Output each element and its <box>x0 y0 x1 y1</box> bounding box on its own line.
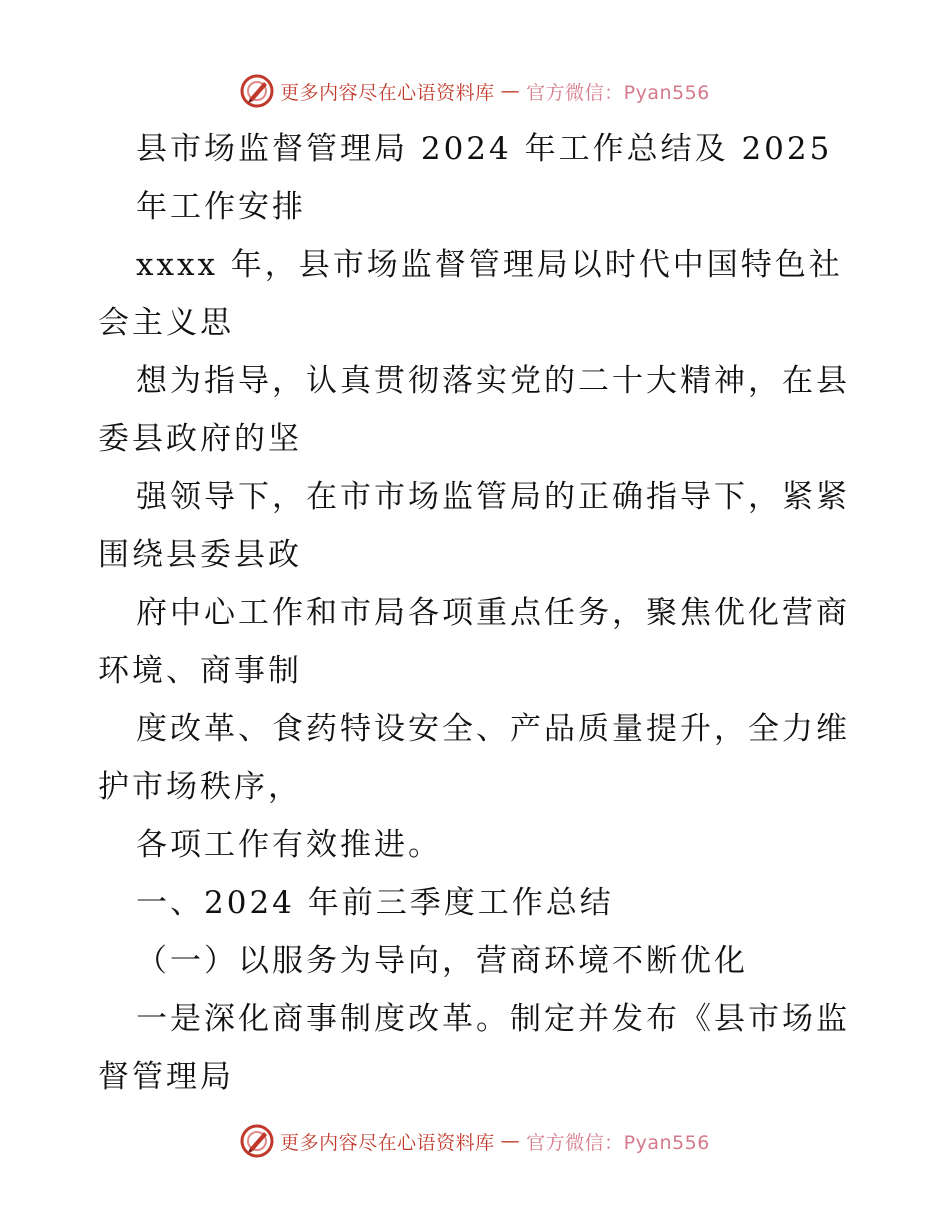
text-line: 一、2024 年前三季度工作总结 <box>136 885 614 921</box>
text-line: 围绕县委县政 <box>98 537 302 573</box>
text-line: （一）以服务为导向，营商环境不断优化 <box>136 943 748 979</box>
text-line: 府中心工作和市局各项重点任务，聚焦优化营商 <box>136 595 850 631</box>
text-line: 护市场秩序， <box>98 769 302 805</box>
text-line: 一是深化商事制度改革。制定并发布《县市场监 <box>136 1001 850 1037</box>
watermark-suffix: 官方微信：Pyan556 <box>526 1131 710 1154</box>
text-line: 想为指导，认真贯彻落实党的二十大精神，在县 <box>136 363 850 399</box>
watermark-header <box>0 74 950 108</box>
document-body <box>98 120 858 1106</box>
text-line: 环境、商事制 <box>98 653 302 689</box>
watermark-footer <box>0 1124 950 1158</box>
watermark-prefix: 更多内容尽在心语资料库 <box>280 1131 495 1154</box>
text-line: 会主义思 <box>98 305 234 341</box>
text-line: 强领导下，在市市场监管局的正确指导下，紧紧 <box>136 479 850 515</box>
text-line: 度改革、食药特设安全、产品质量提升，全力维 <box>136 711 850 747</box>
watermark-dash: — <box>500 80 521 102</box>
pen-logo-icon <box>240 1124 274 1158</box>
text-line: 县市场监督管理局 2024 年工作总结及 2025 <box>136 131 833 167</box>
watermark-dash: — <box>500 1130 521 1152</box>
watermark-suffix: 官方微信：Pyan556 <box>526 81 710 104</box>
text-line: 年工作安排 <box>136 189 306 225</box>
watermark-prefix: 更多内容尽在心语资料库 <box>280 81 495 104</box>
text-line: 督管理局 <box>98 1059 234 1095</box>
text-line: 委县政府的坚 <box>98 421 302 457</box>
pen-logo-icon <box>240 74 274 108</box>
text-line: 各项工作有效推进。 <box>136 827 442 863</box>
text-line: xxxx 年，县市场监督管理局以时代中国特色社 <box>136 247 843 283</box>
